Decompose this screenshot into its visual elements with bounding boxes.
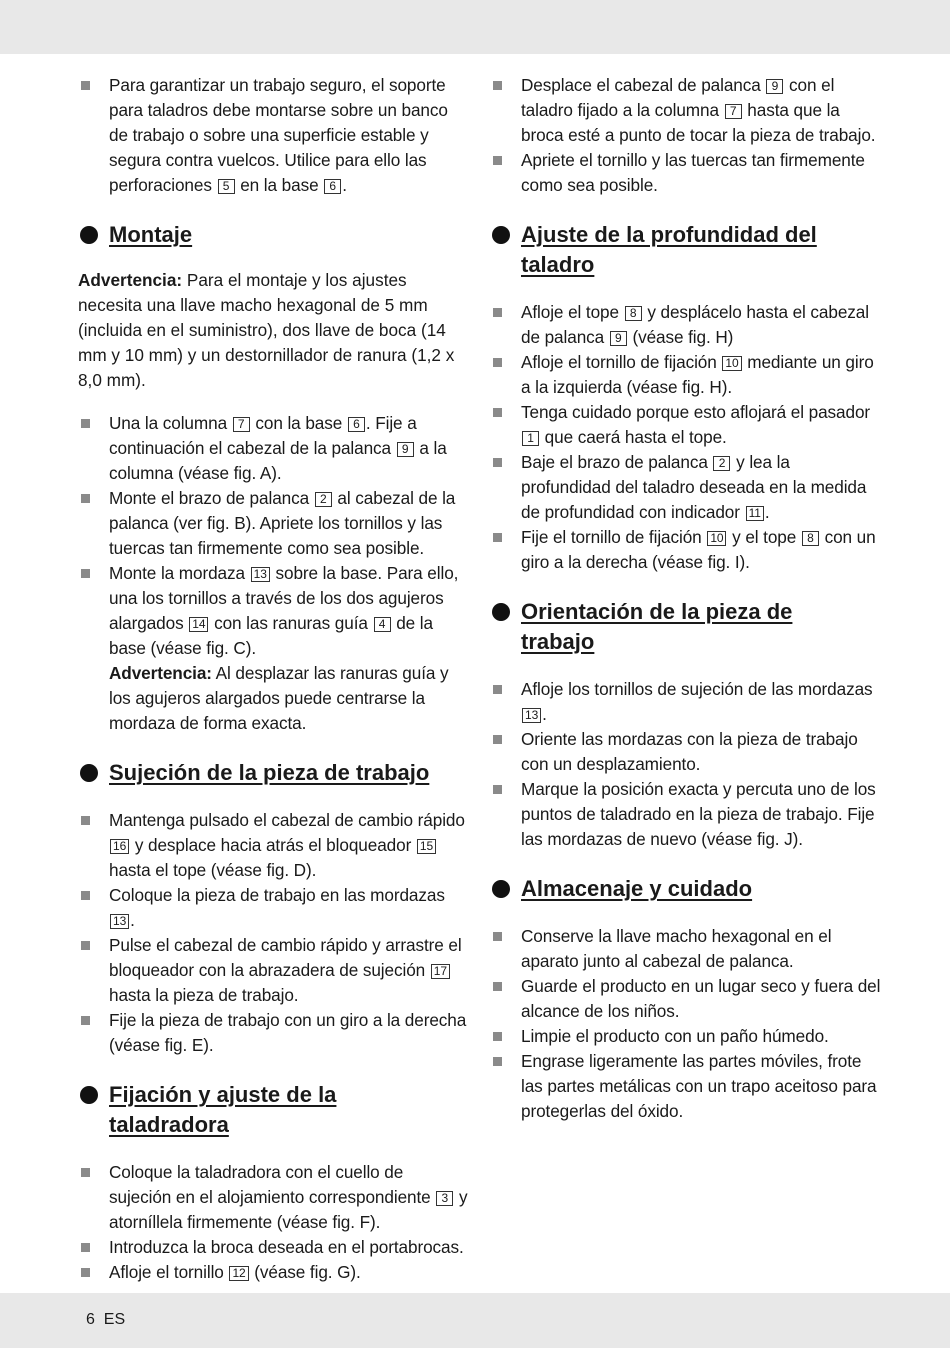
section-title-montaje: Montaje xyxy=(78,220,468,250)
list-item: Una la columna 7 con la base 6 . Fije a continuación el cabezal de la palanca 9 a la columna (véase fig. A). xyxy=(78,411,468,486)
part-number-box: 3 xyxy=(436,1191,453,1206)
part-number-box: 16 xyxy=(110,839,129,854)
list-item: Fije el tornillo de fijación 10 y el tope 8 con un giro a la derecha (véase fig. I). xyxy=(490,525,882,575)
part-number-box: 4 xyxy=(374,617,391,632)
list-item: Baje el brazo de palanca 2 y lea la profundidad del taladro deseada en la medida de profundidad con indicador 11 . xyxy=(490,450,882,525)
list-item: Engrase ligeramente las partes móviles, frote las partes metálicas con un trapo aceitoso para protegerlas del óxido. xyxy=(490,1049,882,1124)
section-title-profundidad: Ajuste de la profundidad del taladro xyxy=(490,220,882,280)
list-item: Pulse el cabezal de cambio rápido y arrastre el bloqueador con la abrazadera de sujeción 17 hasta la pieza de trabajo. xyxy=(78,933,468,1008)
part-number-box: 5 xyxy=(218,179,235,194)
part-number-box: 17 xyxy=(431,964,450,979)
part-number-box: 12 xyxy=(229,1266,248,1281)
part-number-box: 7 xyxy=(725,104,742,119)
left-column xyxy=(78,73,468,1285)
part-number-box: 15 xyxy=(417,839,436,854)
list-item: Conserve la llave macho hexagonal en el aparato junto al cabezal de palanca. xyxy=(490,924,882,974)
almacenaje-list xyxy=(490,924,882,1124)
part-number-box: 8 xyxy=(802,531,819,546)
section-title-sujecion: Sujeción de la pieza de trabajo xyxy=(78,758,468,788)
section-title-almacenaje: Almacenaje y cuidado xyxy=(490,874,882,904)
part-number-box: 9 xyxy=(610,331,627,346)
footer-bar xyxy=(0,1293,950,1348)
warning-label: Advertencia: xyxy=(78,270,183,290)
part-number-box: 2 xyxy=(713,456,730,471)
page-number: 6 ES xyxy=(86,1311,126,1328)
montaje-list xyxy=(78,411,468,736)
section-title-fijacion: Fijación y ajuste de la taladradora xyxy=(78,1080,468,1140)
list-item: Mantenga pulsado el cabezal de cambio rápido 16 y desplace hacia atrás el bloqueador 15 hasta el tope (véase fig. D). xyxy=(78,808,468,883)
list-item: Fije la pieza de trabajo con un giro a la derecha (véase fig. E). xyxy=(78,1008,468,1058)
montaje-warning: Advertencia: Para el montaje y los ajustes necesita una llave macho hexagonal de 5 mm (incluida en el suministro), dos llave de boca (14 mm y 10 mm) y un destornillador de ranura (1,2 x 8,0 mm). xyxy=(78,270,455,390)
list-item: Para garantizar un trabajo seguro, el soporte para taladros debe montarse sobre un banco de trabajo o sobre una superficie estable y segura contra vuelcos. Utilice para ello las perforaciones 5 en la base 6 . xyxy=(78,73,468,198)
list-item: Introduzca la broca deseada en el portabrocas. xyxy=(78,1235,468,1260)
profundidad-list xyxy=(490,300,882,575)
section-title-orientacion: Orientación de la pieza de trabajo xyxy=(490,597,882,657)
part-number-box: 1 xyxy=(522,431,539,446)
part-number-box: 6 xyxy=(324,179,341,194)
part-number-box: 14 xyxy=(189,617,208,632)
list-item: Marque la posición exacta y percuta uno de los puntos de taladrado en la pieza de trabajo. Fije las mordazas de nuevo (véase fig. J). xyxy=(490,777,882,852)
part-number-box: 11 xyxy=(746,506,764,521)
orientacion-list xyxy=(490,677,882,852)
list-item: Oriente las mordazas con la pieza de trabajo con un desplazamiento. xyxy=(490,727,882,777)
part-number-box: 7 xyxy=(233,417,250,432)
list-item: Monte el brazo de palanca 2 al cabezal de la palanca (ver fig. B). Apriete los tornillos y las tuercas tan firmemente como sea posible. xyxy=(78,486,468,561)
list-item: Afloje los tornillos de sujeción de las mordazas 13 . xyxy=(490,677,882,727)
list-item: Desplace el cabezal de palanca 9 con el taladro fijado a la columna 7 hasta que la broca esté a punto de tocar la pieza de trabajo. xyxy=(490,73,882,148)
sujecion-list xyxy=(78,808,468,1058)
list-item: Limpie el producto con un paño húmedo. xyxy=(490,1024,882,1049)
fijacion-list xyxy=(78,1160,468,1285)
sub-warning: Advertencia: Al desplazar las ranuras guía y los agujeros alargados puede centrarse la mordaza de forma exacta. xyxy=(109,663,449,733)
list-item: Afloje el tornillo de fijación 10 mediante un giro a la izquierda (véase fig. H). xyxy=(490,350,882,400)
right-intro-list xyxy=(490,73,882,198)
list-item: Tenga cuidado porque esto aflojará el pasador 1 que caerá hasta el tope. xyxy=(490,400,882,450)
list-item: Coloque la pieza de trabajo en las mordazas 13 . xyxy=(78,883,468,933)
list-item: Afloje el tope 8 y desplácelo hasta el cabezal de palanca 9 (véase fig. H) xyxy=(490,300,882,350)
list-item: Afloje el tornillo 12 (véase fig. G). xyxy=(78,1260,468,1285)
part-number-box: 9 xyxy=(766,79,783,94)
part-number-box: 10 xyxy=(707,531,726,546)
part-number-box: 13 xyxy=(522,708,541,723)
part-number-box: 9 xyxy=(397,442,414,457)
part-number-box: 8 xyxy=(625,306,642,321)
right-column xyxy=(490,73,882,1124)
part-number-box: 2 xyxy=(315,492,332,507)
list-item: Monte la mordaza 13 sobre la base. Para ello, una los tornillos a través de los dos agujeros alargados 14 con las ranuras guía 4 de la base (véase fig. C). Advertencia: Al desplazar las ranuras guía y los agujeros alargados puede centrarse la mordaza de forma exacta. xyxy=(78,561,468,736)
list-item: Apriete el tornillo y las tuercas tan firmemente como sea posible. xyxy=(490,148,882,198)
part-number-box: 10 xyxy=(722,356,741,371)
list-item: Guarde el producto en un lugar seco y fuera del alcance de los niños. xyxy=(490,974,882,1024)
intro-list xyxy=(78,73,468,198)
part-number-box: 6 xyxy=(348,417,365,432)
top-bar xyxy=(0,0,950,54)
part-number-box: 13 xyxy=(110,914,129,929)
part-number-box: 13 xyxy=(251,567,270,582)
list-item: Coloque la taladradora con el cuello de sujeción en el alojamiento correspondiente 3 y atorníllela firmemente (véase fig. F). xyxy=(78,1160,468,1235)
